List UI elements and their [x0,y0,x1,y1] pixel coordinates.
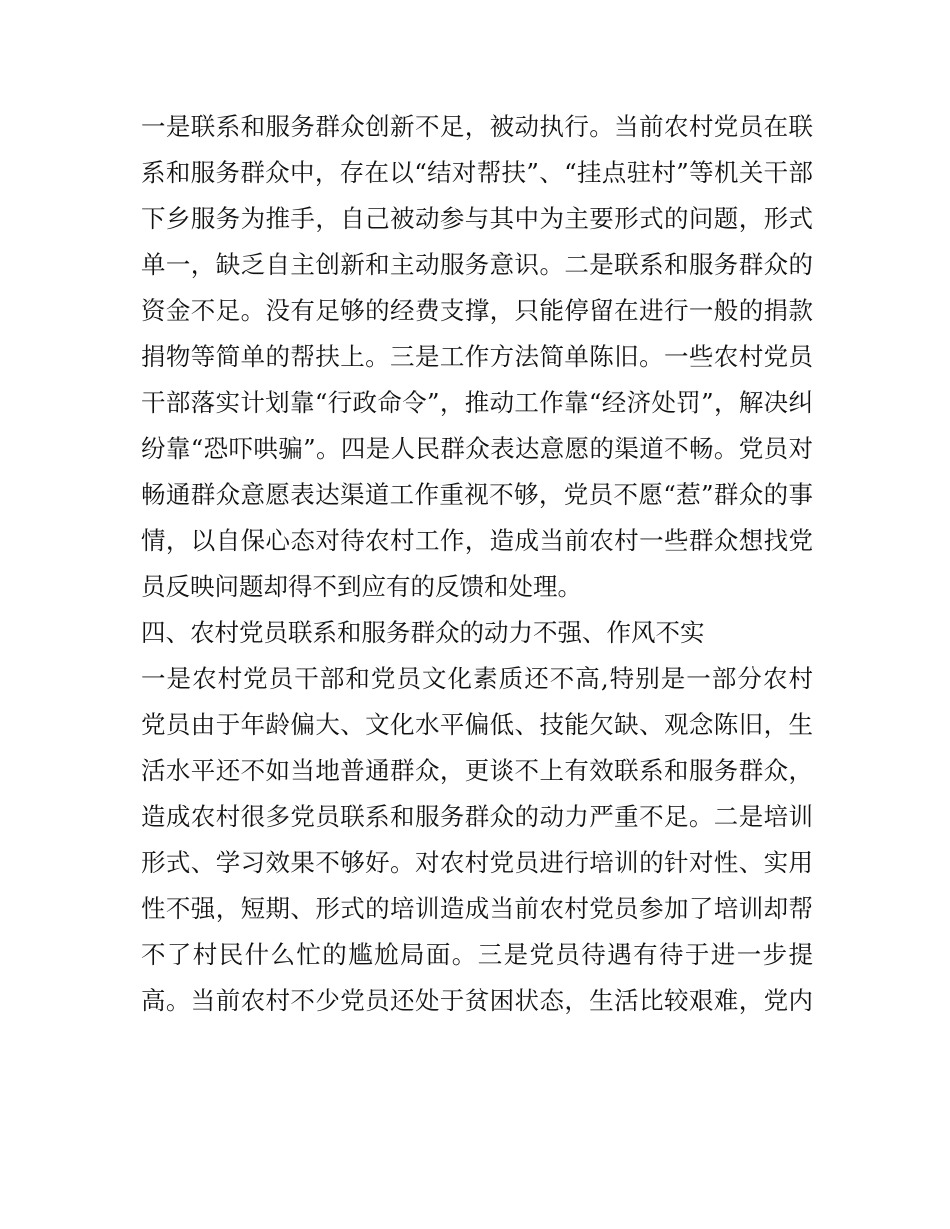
text-line: 畅通群众意愿表达渠道工作重视不够，党员不愿“惹”群众的事 [141,480,813,509]
text-line: 干部落实计划靠“行政命令”，推动工作靠“经济处罚”，解决纠 [141,388,813,417]
text-line: 活水平还不如当地普通群众，更谈不上有效联系和服务群众， [141,756,813,785]
text-line: 不了村民什么忙的尴尬局面。三是党员待遇有待于进一步提 [141,940,813,969]
text-line: 下乡服务为推手，自己被动参与其中为主要形式的问题，形式 [141,204,813,233]
text-line: 高。当前农村不少党员还处于贫困状态，生活比较艰难，党内 [141,986,813,1015]
text-line: 纷靠“恐吓哄骗”。四是人民群众表达意愿的渠道不畅。党员对 [141,434,813,463]
text-line: 性不强，短期、形式的培训造成当前农村党员参加了培训却帮 [141,894,813,923]
text-line: 一是联系和服务群众创新不足，被动执行。当前农村党员在联 [141,112,813,141]
document-body [141,104,813,1024]
text-line: 系和服务群众中，存在以“结对帮扶”、“挂点驻村”等机关干部 [141,158,813,187]
text-line: 资金不足。没有足够的经费支撑，只能停留在进行一般的捐款 [141,296,813,325]
text-line: 造成农村很多党员联系和服务群众的动力严重不足。二是培训 [141,802,813,831]
section-heading: 四、农村党员联系和服务群众的动力不强、作风不实 [141,618,705,647]
text-line: 捐物等简单的帮扶上。三是工作方法简单陈旧。一些农村党员 [141,342,813,371]
text-line: 员反映问题却得不到应有的反馈和处理。 [141,572,582,601]
text-line: 形式、学习效果不够好。对农村党员进行培训的针对性、实用 [141,848,813,877]
text-line: 单一，缺乏自主创新和主动服务意识。二是联系和服务群众的 [141,250,813,279]
text-line: 情，以自保心态对待农村工作，造成当前农村一些群众想找党 [141,526,813,555]
text-line: 党员由于年龄偏大、文化水平偏低、技能欠缺、观念陈旧，生 [141,710,813,739]
text-line: 一是农村党员干部和党员文化素质还不高,特别是一部分农村 [141,664,813,693]
